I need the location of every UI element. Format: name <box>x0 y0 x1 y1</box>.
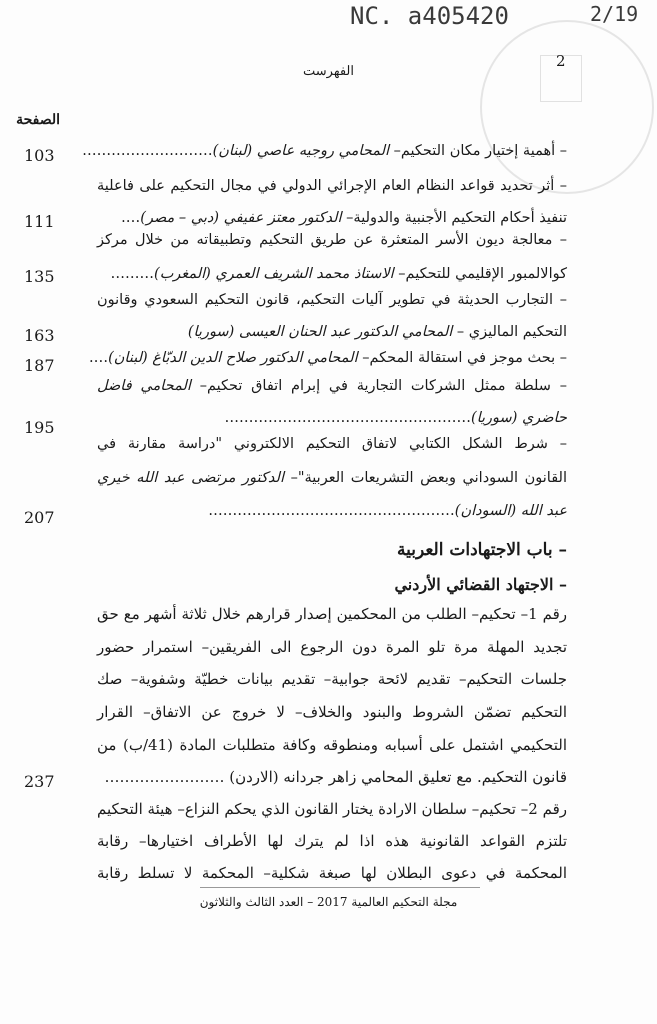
ruling-line: التحكيمي اشتمل على أسبابه ومنطوقه وكافة متطلبات المادة (41/ب) من <box>97 736 567 754</box>
page-title: الفهرست <box>303 64 354 79</box>
toc-author: المحامي الدكتور عبد الحنان العيسى (سوريا) <box>187 324 453 340</box>
toc-author: المحامي فاضل <box>97 378 191 394</box>
ruling-line: المحكمة في دعوى البطلان لها صبغة شكلية– المحكمة لا تسلط رقابة <box>97 864 567 882</box>
toc-author: حاضري (سوريا) <box>470 410 567 426</box>
toc-line <box>82 143 567 159</box>
ruling-line: قانون التحكيم. مع تعليق المحامي زاهر جردانه (الاردن) …………………… <box>104 768 567 786</box>
ruling-line: تلتزم القواعد القانونية هذه اذا لم يترك لها الأطراف اختيارها– رقابة <box>97 832 567 850</box>
toc-page-number: 103 <box>24 146 55 165</box>
toc-line-text: تنفيذ أحكام التحكيم الأجنبية والدولية– <box>341 210 567 226</box>
toc-page-number: 207 <box>24 508 55 527</box>
toc-author: الاستاذ محمد الشريف العمري (المغرب) <box>154 266 394 282</box>
toc-line <box>97 178 567 194</box>
toc-page-number: 195 <box>24 418 55 437</box>
footer-divider <box>200 887 480 888</box>
toc-line <box>97 324 567 340</box>
ruling-page-number: 237 <box>24 772 55 791</box>
toc-line <box>97 503 567 519</box>
toc-author: المحامي روجيه عاصي (لبنان) <box>212 143 390 159</box>
faded-stamp <box>480 20 654 194</box>
toc-line <box>97 266 567 282</box>
toc-line <box>97 470 567 486</box>
toc-line-text: – التجارب الحديثة في تطوير آليات التحكيم، قانون التحكيم السعودي وقانون <box>97 292 567 308</box>
toc-author: الدكتور معتز عفيفي (دبي – مصر) <box>140 210 342 226</box>
journal-footer: مجلة التحكيم العالمية 2017 – العدد الثالث والثلاثون <box>199 895 458 909</box>
toc-line-text: – سلطة ممثل الشركات التجارية في إبرام اتفاق تحكيم– <box>190 378 567 394</box>
handwritten-page-count: 2/19 <box>590 2 639 26</box>
page-column-header: الصفحة <box>16 112 60 128</box>
ruling-line: رقم 2– تحكيم– سلطان الارادة يختار القانون الذي يحكم النزاع– هيئة التحكيم <box>97 800 568 818</box>
ruling-line: رقم 1– تحكيم– الطلب من المحكمين إصدار قرارهم خلال ثلاثة أشهر مع حق <box>97 605 567 623</box>
toc-page-number: 163 <box>24 326 55 345</box>
toc-line-text: – أهمية إختيار مكان التحكيم– <box>389 143 567 159</box>
ruling-line: جلسات التحكيم– تقديم لائحة جوابية– تقديم بيانات خطيّة وشفوية– صك <box>97 670 567 688</box>
toc-line-text: – معالجة ديون الأسر المتعثرة عن طريق التحكيم وتطبيقاته من خلال مركز <box>97 232 567 248</box>
toc-line <box>89 350 567 366</box>
toc-leader: ……… <box>110 266 155 282</box>
toc-leader: …………………………………………… <box>224 410 471 426</box>
toc-leader: ……………………… <box>82 143 213 159</box>
toc-line-text: – شرط الشكل الكتابي لاتفاق التحكيم الالكتروني "دراسة مقارنة في <box>97 436 567 452</box>
toc-leader: …. <box>121 210 141 226</box>
toc-line <box>97 292 567 308</box>
toc-author: المحامي الدكتور صلاح الدين الدبّاغ (لبنان) <box>108 350 358 366</box>
toc-line <box>97 410 567 426</box>
toc-line <box>97 210 567 226</box>
toc-line-text: – بحث موجز في استقالة المحكم– <box>357 350 567 366</box>
toc-page-number: 135 <box>24 267 55 286</box>
page-number: 2 <box>556 52 566 70</box>
subsection-heading: – الاجتهاد القضائي الأردني <box>394 575 567 594</box>
ruling-line: تجديد المهلة مرة تلو المرة دون الرجوع الى الفريقين– استمرار حضور <box>97 638 567 656</box>
toc-leader: …. <box>89 350 109 366</box>
toc-page-number: 187 <box>24 356 55 375</box>
toc-line-text: القانون السوداني وبعض التشريعات العربية"– <box>284 470 567 486</box>
section-heading: – باب الاجتهادات العربية <box>397 540 567 560</box>
ruling-line: التحكيم تضمّن الشروط والبنود والخلاف– لا خروج عن الاتفاق– القرار <box>97 703 567 721</box>
toc-author: عبد الله (السودان) <box>454 503 567 519</box>
toc-leader: …………………………………………… <box>208 503 455 519</box>
handwritten-reference: NC. a405420 <box>350 2 509 30</box>
toc-line-text: كوالالمبور الإقليمي للتحكيم– <box>393 266 567 282</box>
toc-line <box>97 232 567 248</box>
toc-line <box>97 436 567 452</box>
toc-line-text: التحكيم الماليزي – <box>452 324 567 340</box>
toc-author: الدكتور مرتضى عبد الله خيري <box>97 470 284 486</box>
toc-line <box>97 378 567 394</box>
toc-page-number: 111 <box>24 212 55 231</box>
toc-line-text: – أثر تحديد قواعد النظام العام الإجرائي الدولي في مجال التحكيم على فاعلية <box>97 178 567 194</box>
